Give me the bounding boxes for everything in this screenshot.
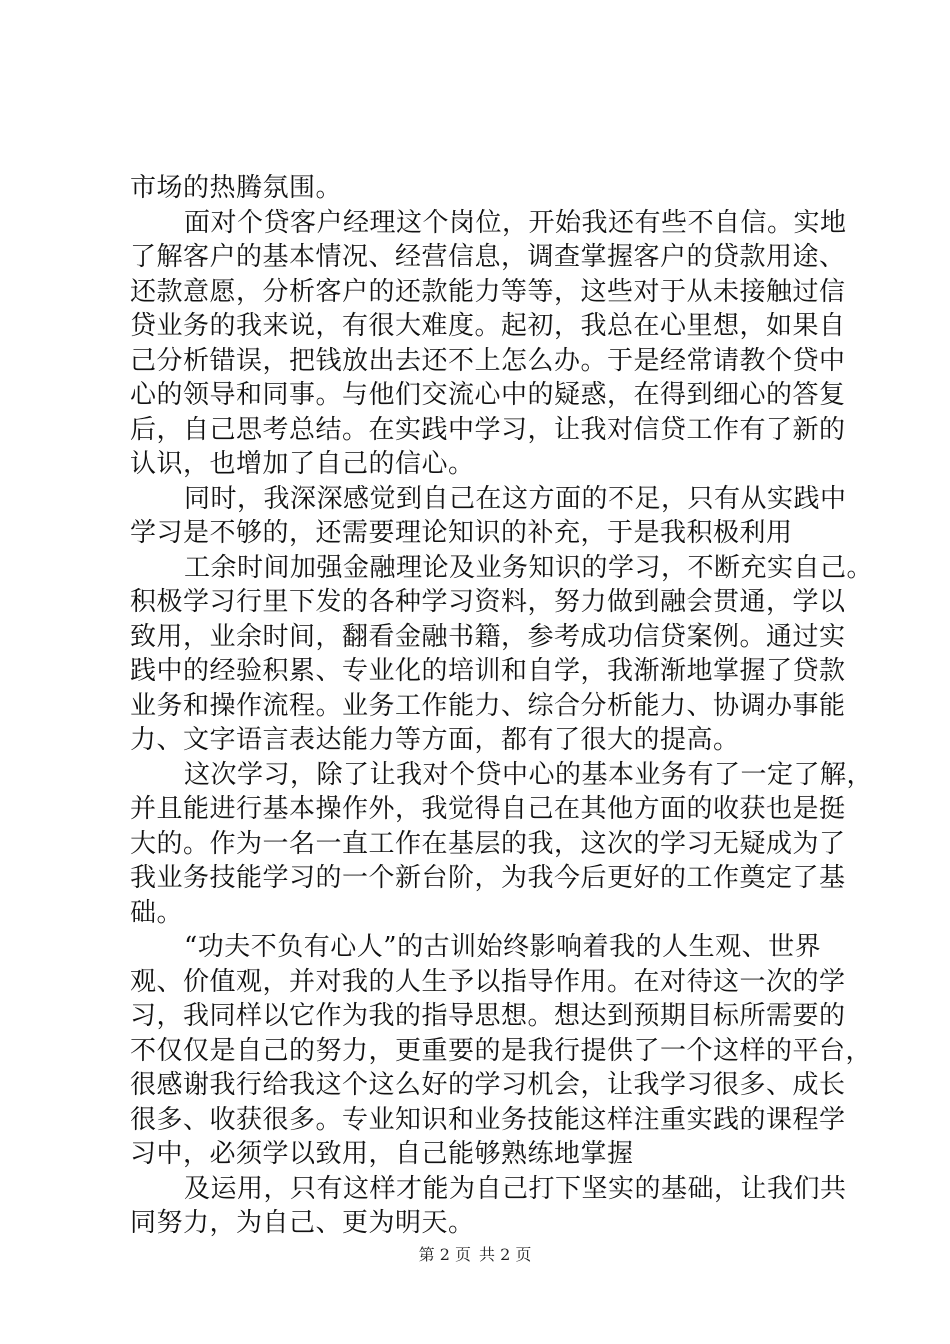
- text-line: 同努力，为自己、更为明天。: [130, 1208, 475, 1238]
- text-line: 观、价值观，并对我的人生予以指导作用。在对待这一次的学: [130, 966, 846, 997]
- text-line: “功夫不负有心人”的古训始终影响着我的人生观、世界: [184, 932, 822, 962]
- text-line: 础。: [130, 897, 184, 928]
- page-total: 共 2 页: [479, 1245, 532, 1264]
- text-line: 这次学习，除了让我对个贷中心的基本业务有了一定了解，: [184, 759, 874, 790]
- text-line: 市场的热腾氛围。: [130, 173, 343, 203]
- document-body: [130, 171, 874, 1241]
- text-line: 积极学习行里下发的各种学习资料，努力做到融会贯通，学以: [130, 587, 846, 617]
- text-line: 认识，也增加了自己的信心。: [130, 449, 475, 479]
- text-line: 己分析错误，把钱放出去还不上怎么办。于是经常请教个贷中: [130, 345, 846, 376]
- text-line: 工余时间加强金融理论及业务知识的学习，不断充实自己。: [184, 552, 874, 583]
- text-line: 习中，必须学以致用，自己能够熟练地掌握: [130, 1139, 634, 1169]
- page-number: 第 2 页: [418, 1245, 471, 1264]
- text-line: 心的领导和同事。与他们交流心中的疑惑，在得到细心的答复: [130, 380, 846, 410]
- page-footer: [0, 1244, 950, 1266]
- text-line: 还款意愿，分析客户的还款能力等等，这些对于从未接触过信: [130, 276, 846, 307]
- text-line: 力、文字语言表达能力等方面，都有了很大的提高。: [130, 725, 740, 755]
- text-line: 面对个贷客户经理这个岗位，开始我还有些不自信。实地: [184, 207, 847, 238]
- text-line: 了解客户的基本情况、经营信息，调查掌握客户的贷款用途、: [130, 242, 846, 272]
- text-line: 践中的经验积累、专业化的培训和自学，我渐渐地掌握了贷款: [130, 656, 846, 686]
- text-line: 同时，我深深感觉到自己在这方面的不足，只有从实践中: [184, 483, 847, 514]
- text-line: 后，自己思考总结。在实践中学习，让我对信贷工作有了新的: [130, 414, 846, 445]
- text-line: 学习是不够的，还需要理论知识的补充，于是我积极利用: [130, 518, 793, 548]
- text-line: 很感谢我行给我这个这么好的学习机会，让我学习很多、成长: [130, 1070, 846, 1100]
- text-line: 大的。作为一名一直工作在基层的我，这次的学习无疑成为了: [130, 828, 846, 859]
- text-line: 致用，业余时间，翻看金融书籍，参考成功信贷案例。通过实: [130, 621, 846, 652]
- text-line: 及运用，只有这样才能为自己打下坚实的基础，让我们共: [184, 1173, 847, 1204]
- text-line: 习，我同样以它作为我的指导思想。想达到预期目标所需要的: [130, 1001, 846, 1031]
- text-line: 贷业务的我来说，有很大难度。起初，我总在心里想，如果自: [130, 311, 846, 341]
- text-line: 很多、收获很多。专业知识和业务技能这样注重实践的课程学: [130, 1104, 846, 1135]
- text-line: 并且能进行基本操作外，我觉得自己在其他方面的收获也是挺: [130, 794, 846, 824]
- text-line: 业务和操作流程。业务工作能力、综合分析能力、协调办事能: [130, 690, 846, 721]
- text-line: 不仅仅是自己的努力，更重要的是我行提供了一个这样的平台，: [130, 1035, 873, 1066]
- text-line: 我业务技能学习的一个新台阶，为我今后更好的工作奠定了基: [130, 863, 846, 893]
